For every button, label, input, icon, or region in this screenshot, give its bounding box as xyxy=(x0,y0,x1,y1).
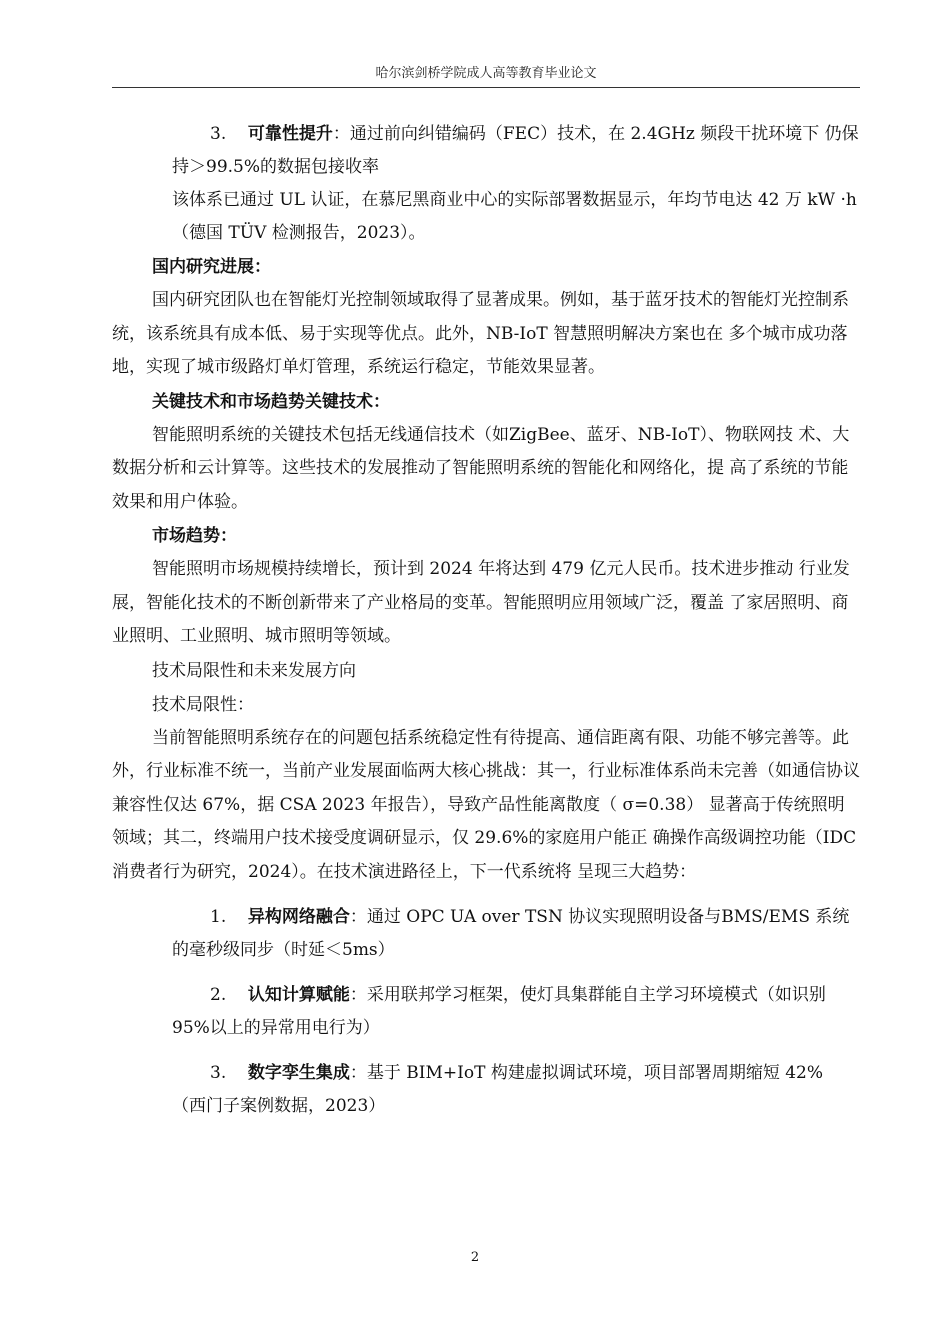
page-header: 哈尔滨剑桥学院成人高等教育毕业论文 xyxy=(375,66,597,81)
list-item-trend-2 xyxy=(112,979,860,1045)
limits-subtitle: 技术局限性： xyxy=(152,694,254,715)
keytech-paragraph: 智能照明系统的关键技术包括无线通信技术（如ZigBee、蓝牙、NB-IoT）、物联网技 术、大数据分析和云计算等。这些技术的发展推动了智能照明系统的智能化和网络化，提 高了系统的节能效果和用户体验。 xyxy=(112,424,850,512)
header-rule xyxy=(112,87,860,88)
item-number: 3. xyxy=(210,124,227,144)
page-number: 2 xyxy=(470,1250,480,1265)
domestic-paragraph: 国内研究团队也在智能灯光控制领域取得了显著成果。例如，基于蓝牙技术的智能灯光控制系统，该系统具有成本低、易于实现等优点。此外，NB-IoT 智慧照明解决方案也在 多个城市成功落地，实现了城市级路灯单灯管理，系统运行稳定，节能效果显著。 xyxy=(112,290,849,377)
domestic-heading: 国内研究进展： xyxy=(152,257,271,277)
item-number: 1. xyxy=(210,907,227,927)
document-body xyxy=(112,118,860,1123)
limits-paragraph: 当前智能照明系统存在的问题包括系统稳定性有待提高、通信距离有限、功能不够完善等。此外，行业标准不统一，当前产业发展面临两大核心挑战：其一，行业标准体系尚未完善（如通信协议兼容性仅达 67%，据 CSA 2023 年报告），导致产品性能离散度（ σ=0.38） 显著高于传统照明领域；其二，终端用户技术接受度调研显示，仅 29.6%的家庭用户能正 确操作高级调控功能（IDC 消费者行为研究，2024）。在技术演进路径上，下一代系统将 呈现三大趋势： xyxy=(112,727,860,882)
keytech-heading: 关键技术和市场趋势关键技术： xyxy=(152,391,390,412)
item-label: 认知计算赋能 xyxy=(247,985,350,1005)
list-item-trend-3 xyxy=(112,1057,860,1123)
limits-title: 技术局限性和未来发展方向 xyxy=(152,660,356,681)
item-label: 数字孪生集成 xyxy=(247,1063,350,1083)
item-number: 3. xyxy=(210,1063,227,1083)
certification-paragraph: 该体系已通过 UL 认证，在慕尼黑商业中心的实际部署数据显示，年均节电达 42 万 kW ·h（德国 TÜV 检测报告，2023）。 xyxy=(172,190,857,243)
item-label: 异构网络融合 xyxy=(247,907,350,927)
item-text: ：通过前向纠错编码（FEC）技术，在 2.4GHz 频段干扰环境下 仍保持＞99.5%的数据包接收率 xyxy=(172,124,859,177)
item-text: ：基于 BIM+IoT 构建虚拟调试环境，项目部署周期缩短 42% （西门子案例数据，2023） xyxy=(172,1063,824,1116)
list-item-trend-1 xyxy=(112,901,860,967)
item-number: 2. xyxy=(210,985,227,1005)
item-text: ：通过 OPC UA over TSN 协议实现照明设备与BMS/EMS 系统 的毫秒级同步（时延＜5ms） xyxy=(172,907,850,960)
item-label: 可靠性提升 xyxy=(247,124,333,144)
market-paragraph: 智能照明市场规模持续增长，预计到 2024 年将达到 479 亿元人民币。技术进步推动 行业发展，智能化技术的不断创新带来了产业格局的变革。智能照明应用领域广泛，覆盖 了家居照明、商业照明、工业照明、城市照明等领域。 xyxy=(112,559,850,646)
list-item-reliability xyxy=(112,118,860,184)
item-text: ：采用联邦学习框架，使灯具集群能自主学习环境模式（如识别95%以上的异常用电行为） xyxy=(172,985,826,1038)
market-heading: 市场趋势： xyxy=(152,526,237,546)
